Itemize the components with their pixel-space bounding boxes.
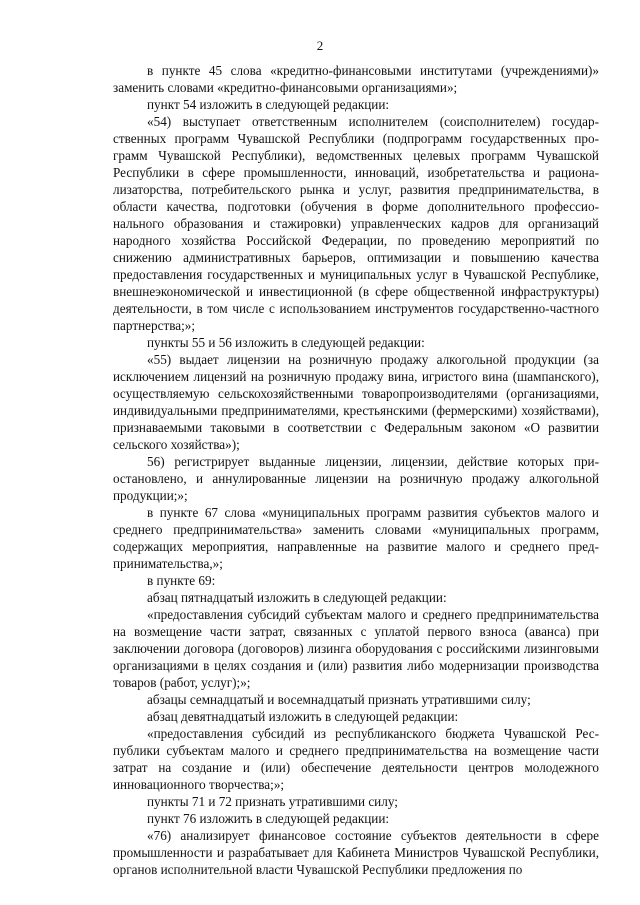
paragraph-4: пункты 55 и 56 изложить в следующей редакции: [147,335,425,350]
paragraph-1: в пункте 45 слова «кредитно-финансовыми институтами (учреждениями)» заменить словами «кредитно-финансовыми организациями»; [113,63,599,95]
paragraph-13: «предоставления субсидий из республиканского бюджета Чувашской Республики субъектам малого и среднего предпринимательства на возмещение части затрат на создание и (или) обеспечение деятельности центров молодежного инновационного творчества;»; [113,726,599,792]
paragraph-15: пункт 76 изложить в следующей редакции: [147,811,390,826]
paragraph-5: «55) выдает лицензии на розничную продажу алкогольной продукции (за исключением лицензий на розничную продажу вина, игристого вина (шампанского), осуществляемую сельскохозяйственными товаропроизводителями (организациями, индивидуальными предпринимателями, крестьянскими (фермерскими) хозяйствами), признаваемыми таковыми в соответствии с Федеральным законом «О развитии сельского хозяйства»); [113,352,599,452]
paragraph-8: в пункте 69: [147,573,216,588]
paragraph-9: абзац пятнадцатый изложить в следующей редакции: [147,590,447,605]
document-body [113,62,599,878]
paragraph-11: абзацы семнадцатый и восемнадцатый признать утратившими силу; [147,692,531,707]
paragraph-16: «76) анализирует финансовое состояние субъектов деятельности в сфере промышленности и разрабатывает для Кабинета Министров Чувашской Республики, органов исполнительной власти Чувашской Республики предложения по [113,828,599,877]
paragraph-10: «предоставления субсидий субъектам малого и среднего предпринимательства на возмещение части затрат, связанных с уплатой первого взноса (аванса) при заключении договора (договоров) лизинга оборудования с российскими лизинговыми организациями в целях создания и (или) развития либо модернизации производства товаров (работ, услуг);»; [113,607,599,690]
paragraph-7: в пункте 67 слова «муниципальных программ развития субъектов малого и среднего предпринимательства» заменить словами «муниципальных программ, содержащих мероприятия, направленные на развитие малого и среднего предпринимательства,»; [113,505,599,571]
page-number: 2 [316,38,324,53]
paragraph-3: «54) выступает ответственным исполнителем (соисполнителем) государственных программ Чувашской Республики (подпрограмм государственных программ Чувашской Республики), ведомственных целевых программ Чувашской Республики в сфере промышленности, инноваций, изобретательства и рационализаторства, потребительского рынка и услуг, развития предпринимательства, в области качества, подготовки (обучения в форме дополнительного профессионального образования и стажировки) управленческих кадров для организаций народного хозяйства Российской Федерации, по проведению мероприятий по снижению административных барьеров, оптимизации и повышению качества предоставления государственных и муниципальных услуг в Чувашской Республике, внешнеэкономической и инвестиционной (в сфере общественной инфраструктуры) деятельности, в том числе с использованием инструментов государственно-частного партнерства;»; [113,114,599,333]
paragraph-14: пункты 71 и 72 признать утратившими силу; [147,794,398,809]
paragraph-12: абзац девятнадцатый изложить в следующей редакции: [147,709,459,724]
paragraph-6: 56) регистрирует выданные лицензии, лицензии, действие которых приостановлено, и аннулированные лицензии на розничную продажу алкогольной продукции;»; [113,454,599,503]
paragraph-2: пункт 54 изложить в следующей редакции: [147,97,390,112]
